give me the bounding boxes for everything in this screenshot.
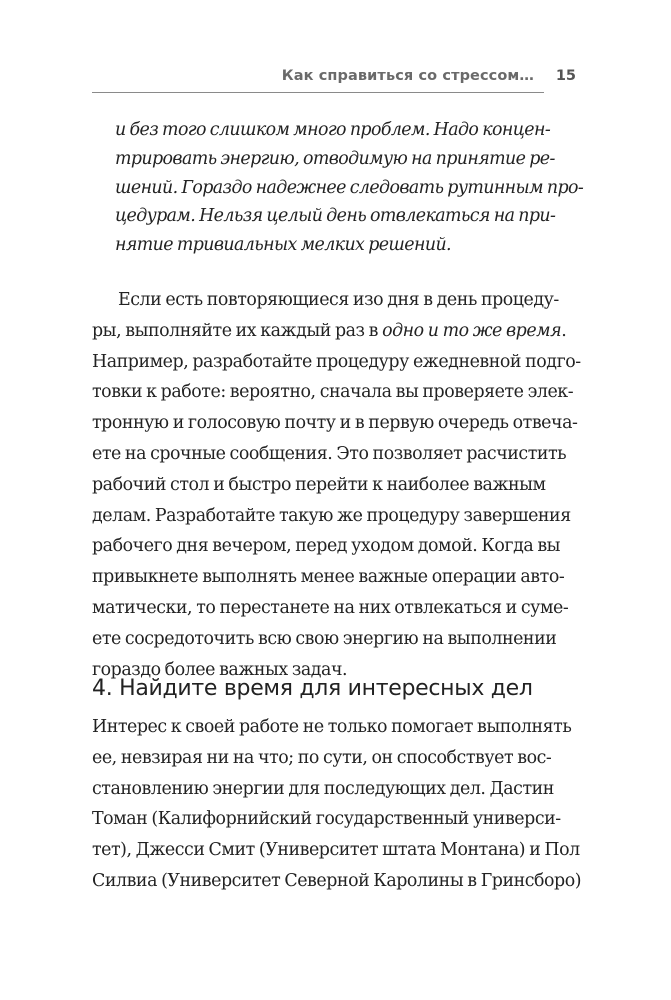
quote-line: цедурам. Нельзя целый день отвлекаться на при- [115, 206, 556, 227]
paragraph-line: привыкнете выполнять менее важные операции авто- [92, 567, 565, 588]
body-paragraph-2 [92, 712, 581, 897]
quote-line: нятие тривиальных мелких решений. [115, 235, 451, 256]
paragraph-line: матически, то перестанете на них отвлекаться и суме- [92, 597, 569, 618]
paragraph-line: ее, невзирая ни на что; по сути, он способствует вос- [92, 747, 552, 768]
quote-line: трировать энергию, отводимую на принятие ре- [115, 148, 555, 169]
quote-line: и без того слишком много проблем. Надо концен- [115, 120, 551, 140]
paragraph-line: Если есть повторяющиеся изо дня в день процеду- [118, 290, 559, 310]
paragraph-line: делам. Разработайте такую же процедуру завершения [92, 505, 571, 526]
body-paragraph [92, 285, 581, 685]
paragraph-line: гораздо более важных задач. [92, 659, 348, 680]
paragraph-line: тет), Джесси Смит (Университет штата Монтана) и Пол [92, 840, 580, 861]
paragraph-line: рабочий стол и быстро перейти к наиболее важным [92, 474, 546, 495]
paragraph-line: ете сосредоточить всю свою энергию на выполнении [92, 628, 557, 649]
paragraph-line: становлению энергии для последующих дел. Дастин [92, 778, 554, 799]
paragraph-line: рабочего дня вечером, перед уходом домой. Когда вы [92, 536, 561, 557]
header-rule [92, 92, 544, 93]
paragraph-line: Силвиа (Университет Северной Каролины в Гринсборо) [92, 870, 582, 891]
quote-line: шений. Гораздо надежнее следовать рутинным про- [115, 177, 584, 198]
paragraph-line: Томан (Калифорнийский государственный универси- [92, 809, 561, 830]
paragraph-line [92, 316, 581, 347]
section-heading: 4. Найдите время для интересных дел [92, 676, 533, 701]
emphasized-text: одно и то же время [382, 320, 562, 341]
paragraph-line: Интерес к своей работе не только помогает выполнять [92, 717, 572, 737]
page-number: 15 [555, 68, 576, 84]
paragraph-line: товки к работе: вероятно, сначала вы проверяете элек- [92, 382, 574, 403]
paragraph-text: . [561, 320, 567, 341]
paragraph-line: тронную и голосовую почту и в первую очередь отвеча- [92, 413, 578, 434]
paragraph-text: ры, выполняйте их каждый раз в [92, 320, 383, 341]
running-header [92, 63, 576, 93]
italic-quote-block [115, 116, 583, 260]
paragraph-line: ете на срочные сообщения. Это позволяет расчистить [92, 443, 567, 464]
paragraph-line: Например, разработайте процедуру ежедневной подго- [92, 351, 581, 372]
running-title: Как справиться со стрессом… [281, 68, 534, 84]
